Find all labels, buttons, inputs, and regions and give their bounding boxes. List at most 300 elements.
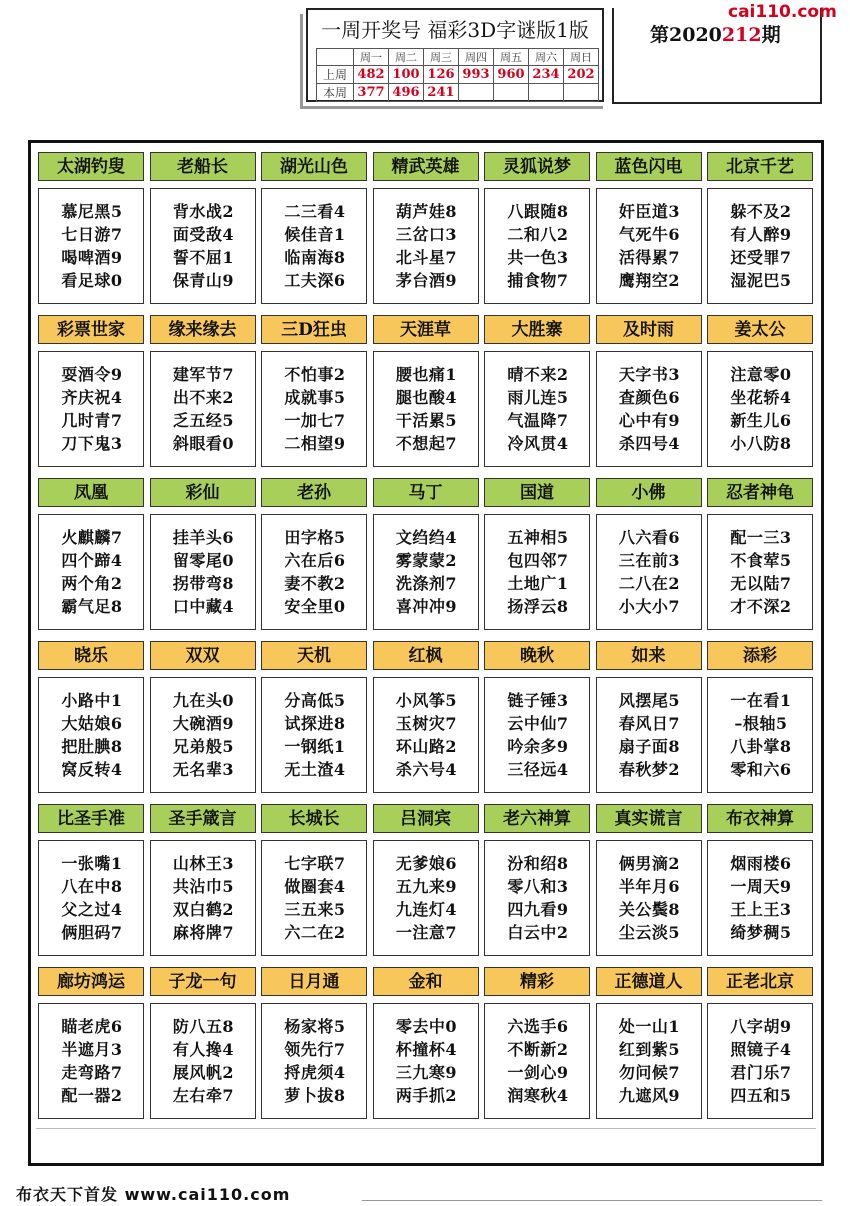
riddle-line: 工夫深6	[284, 271, 346, 290]
puzzle-card	[373, 804, 479, 956]
riddle-line: 照镜子4	[730, 1040, 792, 1059]
issue-number: 212	[721, 24, 762, 46]
riddle-line: 九遮风9	[618, 1086, 681, 1105]
puzzle-body	[261, 351, 367, 467]
riddle-line: 无以陆7	[730, 574, 792, 593]
riddle-line: 风摆尾5	[618, 691, 681, 710]
riddle-line: 链子锤3	[507, 691, 569, 710]
riddle-line: 晴不来2	[507, 365, 569, 384]
puzzle-body	[373, 1003, 479, 1119]
riddle-line: 尘云淡5	[618, 923, 681, 942]
riddle-line: 做圈套4	[284, 877, 346, 896]
draw-number: 496	[389, 84, 424, 102]
riddle-line: 二三看4	[284, 202, 346, 221]
riddle-line: 活得累7	[618, 248, 681, 267]
puzzle-card	[38, 967, 144, 1119]
puzzle-body	[150, 1003, 256, 1119]
puzzle-card	[373, 478, 479, 630]
riddle-line: 杯撞杯4	[395, 1040, 458, 1059]
puzzle-body	[596, 677, 702, 793]
riddle-line: 共一色3	[507, 248, 569, 267]
puzzle-author: 添彩	[707, 641, 813, 670]
riddle-line: 绮梦稠5	[730, 923, 792, 942]
puzzle-card	[707, 641, 813, 793]
riddle-line: 四九看9	[507, 900, 569, 919]
riddle-line: 刀下鬼3	[61, 434, 123, 453]
riddle-line: 耍酒令9	[61, 365, 123, 384]
puzzle-author: 布衣神算	[707, 804, 813, 833]
puzzle-body	[484, 351, 590, 467]
riddle-line: 杀六号4	[395, 760, 458, 779]
day-label: 周三	[424, 49, 459, 66]
riddle-line: 看足球0	[61, 271, 123, 290]
weekly-results-box	[306, 8, 604, 102]
riddle-line: 麻将牌7	[172, 923, 235, 942]
riddle-line: 几时青7	[61, 411, 123, 430]
puzzle-author: 正老北京	[707, 967, 813, 996]
site-link[interactable]: cai110.com	[728, 2, 837, 22]
draw-number	[459, 84, 494, 102]
puzzle-card	[707, 152, 813, 304]
riddle-line: 一张嘴1	[61, 854, 123, 873]
puzzle-body	[150, 677, 256, 793]
issue-suffix: 期	[761, 24, 781, 46]
riddle-line: 大姑娘6	[61, 714, 123, 733]
riddle-line: 腰也痛1	[395, 365, 458, 384]
puzzle-body	[596, 351, 702, 467]
riddle-line: 保青山9	[172, 271, 235, 290]
puzzle-body	[484, 1003, 590, 1119]
issue-prefix: 第2020	[650, 24, 722, 46]
puzzle-author: 老孙	[261, 478, 367, 507]
puzzle-author: 湖光山色	[261, 152, 367, 181]
puzzle-author: 吕洞宾	[373, 804, 479, 833]
riddle-line: 坐花轿4	[730, 388, 792, 407]
riddle-line: 二和八2	[507, 225, 569, 244]
riddle-line: 勿问候7	[618, 1063, 681, 1082]
riddle-line: 零去中0	[395, 1017, 458, 1036]
riddle-line: 萝卜拔8	[284, 1086, 346, 1105]
riddle-line: 八跟随8	[507, 202, 569, 221]
puzzle-author: 晓乐	[38, 641, 144, 670]
riddle-line: 三九寒9	[395, 1063, 458, 1082]
riddle-line: 三在前3	[618, 551, 681, 570]
puzzle-body	[707, 188, 813, 304]
riddle-line: 汾和绍8	[507, 854, 569, 873]
puzzle-card	[707, 967, 813, 1119]
riddle-line: 有人醉9	[730, 225, 792, 244]
riddle-line: 腿也酸4	[395, 388, 458, 407]
puzzle-card	[484, 152, 590, 304]
puzzle-card	[38, 478, 144, 630]
riddle-line: 临南海8	[284, 248, 346, 267]
puzzle-author: 精武英雄	[373, 152, 479, 181]
riddle-line: 配一器2	[61, 1086, 123, 1105]
riddle-line: 八六看6	[618, 528, 681, 547]
riddle-line: 俩胆码7	[61, 923, 123, 942]
riddle-line: 两个角2	[61, 574, 123, 593]
day-label: 周二	[389, 49, 424, 66]
riddle-line: 四五和5	[730, 1086, 792, 1105]
riddle-line: 八在中8	[61, 877, 123, 896]
puzzle-author: 天涯草	[373, 315, 479, 344]
puzzle-author: 三D狂虫	[261, 315, 367, 344]
riddle-line: 君门乐7	[730, 1063, 792, 1082]
draw-number: 960	[494, 66, 529, 84]
puzzle-author: 马丁	[373, 478, 479, 507]
riddle-line: 一剑心9	[507, 1063, 569, 1082]
riddle-line: 零和六6	[730, 760, 792, 779]
day-label: 周一	[354, 49, 389, 66]
riddle-line: 冷风贯4	[507, 434, 569, 453]
riddle-line: 七字联7	[284, 854, 346, 873]
puzzle-card	[484, 478, 590, 630]
riddle-line: 一钢纸1	[284, 737, 346, 756]
puzzle-author: 晚秋	[484, 641, 590, 670]
puzzle-author: 彩票世家	[38, 315, 144, 344]
riddle-line: 不想起7	[395, 434, 458, 453]
puzzle-author: 红枫	[373, 641, 479, 670]
puzzle-card	[261, 967, 367, 1119]
riddle-line: 慕尼黑5	[61, 202, 123, 221]
riddle-line: 领先行7	[284, 1040, 346, 1059]
puzzle-author: 双双	[150, 641, 256, 670]
riddle-line: 雾蒙蒙2	[395, 551, 458, 570]
puzzle-card	[373, 152, 479, 304]
riddle-line: 五九来9	[395, 877, 458, 896]
draw-number: 377	[354, 84, 389, 102]
footer-credit: 布衣天下首发 www.cai110.com	[16, 1185, 291, 1204]
riddle-line: 零八和3	[507, 877, 569, 896]
riddle-line: 无爹娘6	[395, 854, 458, 873]
riddle-line: 田字格5	[284, 528, 346, 547]
puzzle-author: 圣手箴言	[150, 804, 256, 833]
riddle-line: 王上王3	[730, 900, 792, 919]
riddle-line: 走弯路7	[61, 1063, 123, 1082]
puzzle-body	[150, 188, 256, 304]
puzzle-card	[596, 641, 702, 793]
puzzle-author: 精彩	[484, 967, 590, 996]
riddle-line: 不怕事2	[284, 365, 346, 384]
puzzle-body	[484, 677, 590, 793]
puzzle-author: 忍者神龟	[707, 478, 813, 507]
riddle-line: 九在头0	[172, 691, 235, 710]
puzzle-author: 太湖钓叟	[38, 152, 144, 181]
day-label: 周五	[494, 49, 529, 66]
riddle-line: 奸臣道3	[618, 202, 681, 221]
riddle-line: 干活累5	[395, 411, 458, 430]
puzzle-card	[261, 478, 367, 630]
riddle-line: 注意零0	[730, 365, 792, 384]
riddle-line: 共沾巾5	[172, 877, 235, 896]
puzzle-author: 国道	[484, 478, 590, 507]
riddle-line: 六选手6	[507, 1017, 569, 1036]
puzzle-body	[38, 188, 144, 304]
puzzle-card	[707, 804, 813, 956]
riddle-line: 红到紫5	[618, 1040, 681, 1059]
riddle-line: 二八在2	[618, 574, 681, 593]
riddle-line: 不食荤5	[730, 551, 792, 570]
riddle-line: 喜冲冲9	[395, 597, 458, 616]
draw-number: 100	[389, 66, 424, 84]
puzzle-card	[596, 152, 702, 304]
riddle-line: 五神相5	[507, 528, 569, 547]
puzzle-body	[373, 188, 479, 304]
puzzle-author: 缘来缘去	[150, 315, 256, 344]
puzzle-card	[261, 152, 367, 304]
puzzle-body	[38, 840, 144, 956]
issue-box	[612, 8, 822, 104]
riddle-line: 乏五经5	[172, 411, 235, 430]
riddle-line: 一周天9	[730, 877, 792, 896]
riddle-line: 口中藏4	[172, 597, 235, 616]
puzzle-body	[484, 514, 590, 630]
puzzle-author: 正德道人	[596, 967, 702, 996]
riddle-line: 瞄老虎6	[61, 1017, 123, 1036]
puzzle-author: 真实谎言	[596, 804, 702, 833]
puzzle-card	[373, 641, 479, 793]
puzzle-card	[261, 641, 367, 793]
riddle-line: 春风日7	[618, 714, 681, 733]
riddle-line: 火麒麟7	[61, 528, 123, 547]
puzzle-author: 蓝色闪电	[596, 152, 702, 181]
puzzle-body	[150, 840, 256, 956]
puzzle-body	[596, 188, 702, 304]
draw-number: 482	[354, 66, 389, 84]
riddle-line: 兄弟般5	[172, 737, 235, 756]
puzzle-body	[373, 840, 479, 956]
riddle-line: 八卦掌8	[730, 737, 792, 756]
puzzle-card	[38, 641, 144, 793]
puzzle-body	[596, 840, 702, 956]
puzzle-card	[707, 478, 813, 630]
puzzle-author: 如来	[596, 641, 702, 670]
riddle-line: 气死牛6	[618, 225, 681, 244]
riddle-line: 斜眼看0	[172, 434, 235, 453]
puzzle-card	[707, 315, 813, 467]
riddle-line: 天字书3	[618, 365, 681, 384]
riddle-line: 不断新2	[507, 1040, 569, 1059]
riddle-line: 六在后6	[284, 551, 346, 570]
riddle-line: 还受罪7	[730, 248, 792, 267]
riddle-line: 葫芦娃8	[395, 202, 458, 221]
last-week-label: 上周	[317, 66, 354, 84]
riddle-line: 山林王3	[172, 854, 235, 873]
riddle-line: 父之过4	[61, 900, 123, 919]
riddle-line: 躲不及2	[730, 202, 792, 221]
riddle-line: 挂羊头6	[172, 528, 235, 547]
riddle-line: 茅台酒9	[395, 271, 458, 290]
riddle-line: 捕食物7	[507, 271, 569, 290]
issue-title	[650, 20, 781, 47]
riddle-line: 小八防8	[730, 434, 792, 453]
puzzle-body	[261, 677, 367, 793]
puzzle-author: 姜太公	[707, 315, 813, 344]
puzzle-card	[150, 804, 256, 956]
riddle-line: 把肚腆8	[61, 737, 123, 756]
riddle-line: 二相望9	[284, 434, 346, 453]
draw-number	[529, 84, 564, 102]
riddle-line: 七日游7	[61, 225, 123, 244]
riddle-line: 土地广1	[507, 574, 569, 593]
day-label: 周四	[459, 49, 494, 66]
riddle-line: 展风帆2	[172, 1063, 235, 1082]
riddle-line: 杀四号4	[618, 434, 681, 453]
riddle-line: 四个蹄4	[61, 551, 123, 570]
riddle-line: 一加七7	[284, 411, 346, 430]
puzzle-body	[261, 188, 367, 304]
puzzle-body	[38, 1003, 144, 1119]
riddle-line: 窝反转4	[61, 760, 123, 779]
riddle-line: 吟余多9	[507, 737, 569, 756]
puzzle-body	[707, 1003, 813, 1119]
puzzle-body	[707, 677, 813, 793]
riddle-line: 誓不屈1	[172, 248, 235, 267]
riddle-line: 小路中1	[61, 691, 123, 710]
puzzle-card	[150, 641, 256, 793]
blank-strip	[36, 1128, 816, 1161]
riddle-line: 心中有9	[618, 411, 681, 430]
puzzle-card	[38, 804, 144, 956]
draw-number	[564, 84, 599, 102]
puzzle-author: 大胜寨	[484, 315, 590, 344]
puzzle-card	[484, 315, 590, 467]
puzzle-author: 老六神算	[484, 804, 590, 833]
puzzle-author: 日月通	[261, 967, 367, 996]
riddle-line: 大碗酒9	[172, 714, 235, 733]
puzzle-author: 金和	[373, 967, 479, 996]
riddle-line: 三五来5	[284, 900, 346, 919]
puzzle-body	[373, 677, 479, 793]
puzzle-author: 彩仙	[150, 478, 256, 507]
puzzle-body	[373, 514, 479, 630]
riddle-line: 分高低5	[284, 691, 346, 710]
puzzle-card	[596, 315, 702, 467]
puzzle-author: 天机	[261, 641, 367, 670]
riddle-line: 霸气足8	[61, 597, 123, 616]
riddle-line: 气温降7	[507, 411, 569, 430]
puzzle-body	[707, 514, 813, 630]
riddle-line: 环山路2	[395, 737, 458, 756]
riddle-line: 俩男滴2	[618, 854, 681, 873]
riddle-line: 双白鹤2	[172, 900, 235, 919]
puzzle-body	[38, 514, 144, 630]
draw-number: 234	[529, 66, 564, 84]
riddle-line: 半年月6	[618, 877, 681, 896]
riddle-line: 有人搀4	[172, 1040, 235, 1059]
riddle-line: 云中仙7	[507, 714, 569, 733]
this-week-row	[317, 84, 599, 102]
riddle-line: 捋虎须4	[284, 1063, 346, 1082]
day-label: 周六	[529, 49, 564, 66]
puzzle-author: 廊坊鸿运	[38, 967, 144, 996]
draw-number: 993	[459, 66, 494, 84]
puzzle-author: 老船长	[150, 152, 256, 181]
riddle-line: –根轴5	[734, 714, 788, 733]
riddle-line: 三岔口3	[395, 225, 458, 244]
this-week-label: 本周	[317, 84, 354, 102]
riddle-line: 包四邻7	[507, 551, 569, 570]
riddle-line: 才不深2	[730, 597, 792, 616]
puzzle-body	[38, 677, 144, 793]
puzzle-body	[596, 514, 702, 630]
puzzle-body	[150, 351, 256, 467]
riddle-line: 文绉绉4	[395, 528, 458, 547]
puzzle-card	[484, 967, 590, 1119]
riddle-line: 建军节7	[172, 365, 235, 384]
puzzle-card	[596, 804, 702, 956]
riddle-line: 查颜色6	[618, 388, 681, 407]
riddle-line: 润寒秋4	[507, 1086, 569, 1105]
puzzle-body	[261, 1003, 367, 1119]
riddle-line: 白云中2	[507, 923, 569, 942]
riddle-line: 小风筝5	[395, 691, 458, 710]
puzzle-author: 及时雨	[596, 315, 702, 344]
puzzle-author: 灵狐说梦	[484, 152, 590, 181]
riddle-line: 妻不教2	[284, 574, 346, 593]
riddle-line: 齐庆祝4	[61, 388, 123, 407]
riddle-line: 出不来2	[172, 388, 235, 407]
riddle-line: 左右牵7	[172, 1086, 235, 1105]
header-title: 一周开奖号 福彩3D字谜版1版	[321, 18, 589, 42]
puzzle-card	[38, 315, 144, 467]
riddle-line: 一注意7	[395, 923, 458, 942]
riddle-line: 新生儿6	[730, 411, 792, 430]
puzzle-author: 北京千艺	[707, 152, 813, 181]
puzzle-card	[484, 641, 590, 793]
riddle-line: 两手抓2	[395, 1086, 458, 1105]
puzzle-author: 凤凰	[38, 478, 144, 507]
puzzle-author: 长城长	[261, 804, 367, 833]
puzzle-body	[150, 514, 256, 630]
day-label: 周日	[564, 49, 599, 66]
draw-number: 241	[424, 84, 459, 102]
puzzle-body	[484, 840, 590, 956]
riddle-line: 杨家将5	[284, 1017, 346, 1036]
riddle-line: 六二在2	[284, 923, 346, 942]
puzzle-card	[150, 478, 256, 630]
riddle-line: 背水战2	[172, 202, 235, 221]
riddle-line: 三径远4	[507, 760, 569, 779]
riddle-line: 防八五8	[172, 1017, 235, 1036]
riddle-line: 面受敌4	[172, 225, 235, 244]
puzzle-body	[38, 351, 144, 467]
riddle-line: 安全里0	[284, 597, 346, 616]
puzzle-body	[261, 840, 367, 956]
puzzle-body	[707, 351, 813, 467]
riddle-line: 北斗星7	[395, 248, 458, 267]
footer-rule	[362, 1200, 822, 1201]
puzzle-card	[596, 478, 702, 630]
riddle-line: 洗涤剂7	[395, 574, 458, 593]
puzzle-author: 小佛	[596, 478, 702, 507]
puzzle-author: 子龙一句	[150, 967, 256, 996]
riddle-line: 一在看1	[730, 691, 792, 710]
puzzle-card	[484, 804, 590, 956]
riddle-line: 成就事5	[284, 388, 346, 407]
riddle-line: 九连灯4	[395, 900, 458, 919]
puzzle-card	[150, 315, 256, 467]
riddle-line: 关公鬓8	[618, 900, 681, 919]
draw-number: 126	[424, 66, 459, 84]
riddle-line: 留零尾0	[172, 551, 235, 570]
puzzle-body	[596, 1003, 702, 1119]
draw-number	[494, 84, 529, 102]
riddle-line: 处一山1	[618, 1017, 681, 1036]
riddle-line: 鹰翔空2	[618, 271, 681, 290]
riddle-line: 配一三3	[730, 528, 792, 547]
days-row	[317, 49, 599, 66]
